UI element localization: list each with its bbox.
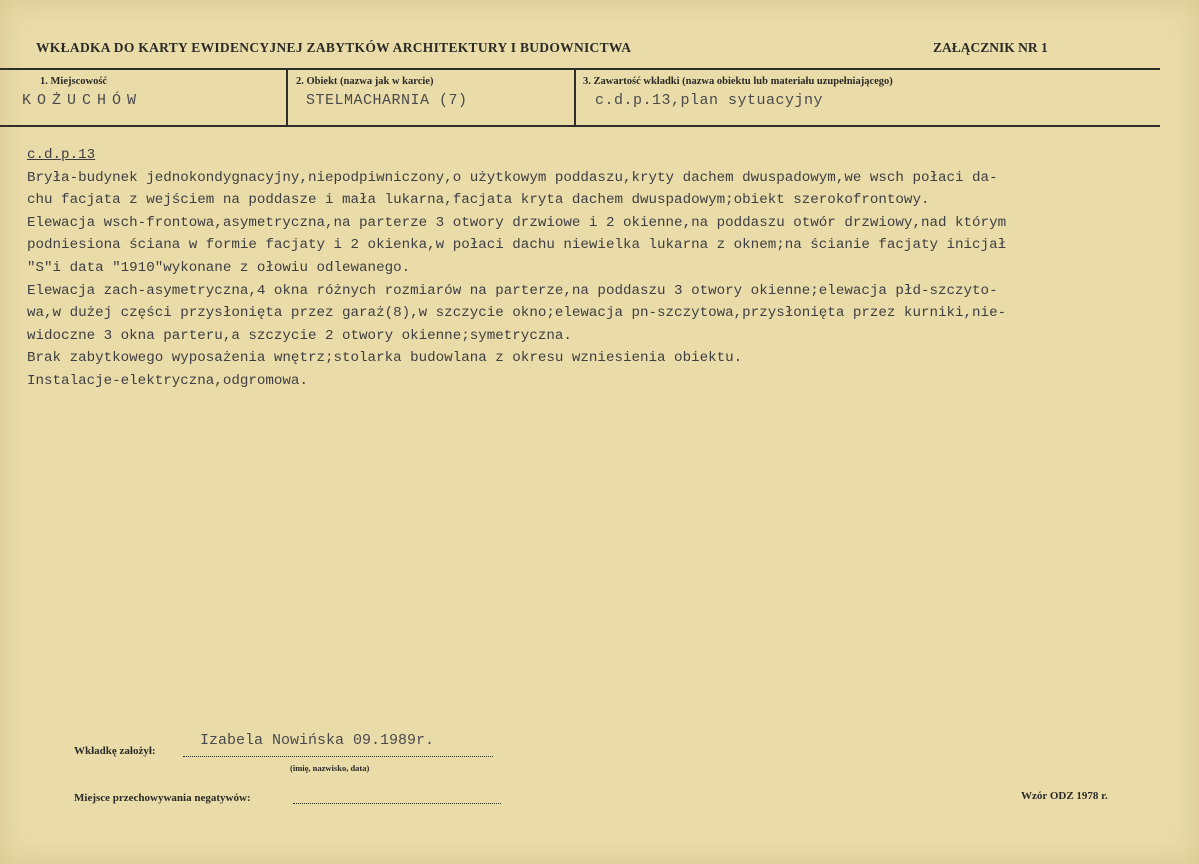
text-line: "S"i data "1910"wykonane z ołowiu odlewanego. [27, 259, 411, 276]
text-line: Elewacja wsch-frontowa,asymetryczna,na parterze 3 otwory drzwiowe i 2 okienne,na poddaszu otwór drzwiowy,nad którym [27, 214, 1007, 231]
founder-label: Wkładkę założył: [74, 745, 156, 757]
text-line: Elewacja zach-asymetryczna,4 okna różnych rozmiarów na parterze,na poddaszu 3 otwory okienne;elewacja płd-szczyto- [27, 282, 998, 299]
field-separator-1 [286, 68, 288, 126]
text-line: Bryła-budynek jednokondygnacyjny,niepodpiwniczony,o użytkowym poddaszu,kryty dachem dwuspadowym,we wsch połaci da- [27, 169, 998, 186]
content-value: c.d.p.13,plan sytuacyjny [595, 92, 824, 109]
location-value: KOŻUCHÓW [22, 92, 143, 109]
negatives-line [293, 803, 501, 804]
text-line: wa,w dużej części przysłonięta przez garaż(8),w szczycie okno;elewacja pn-szczytowa,przysłonięta przez kurniki,nie- [27, 305, 1007, 322]
card-title: WKŁADKA DO KARTY EWIDENCYJNEJ ZABYTKÓW ARCHITEKTURY I BUDOWNICTWA [36, 40, 632, 55]
description-text [27, 144, 1187, 393]
fields-bottom-rule [0, 125, 1160, 127]
field-separator-2 [574, 68, 576, 126]
text-line: podniesiona ściana w formie facjaty i 2 okienka,w połaci dachu niewielka lukarna z oknem;na ścianie facjaty inicjał [27, 237, 1007, 254]
form-code: Wzór ODZ 1978 r. [1021, 790, 1108, 802]
text-line: chu facjata z wejściem na poddasze i mała lukarna,facjata kryta dachem dwuspadowym;obiekt szerokofrontowy. [27, 192, 930, 209]
location-label: 1. Miejscowość [40, 76, 108, 87]
founder-caption: (imię, nazwisko, data) [290, 763, 370, 773]
text-line: Instalacje-elektryczna,odgromowa. [27, 372, 308, 389]
annex-number: ZAŁĄCZNIK NR 1 [933, 40, 1048, 55]
top-rule [0, 68, 1160, 70]
content-label: 3. Zawartość wkładki (nazwa obiektu lub materiału uzupełniającego) [583, 76, 893, 87]
text-line: widoczne 3 okna parteru,a szczycie 2 otwory okienne;symetryczna. [27, 327, 572, 344]
object-value: STELMACHARNIA (7) [306, 92, 468, 109]
founder-line [183, 756, 493, 757]
negatives-label: Miejsce przechowywania negatywów: [74, 792, 251, 804]
text-line: Brak zabytkowego wyposażenia wnętrz;stolarka budowlana z okresu wzniesienia obiektu. [27, 350, 743, 367]
text-line: c.d.p.13 [27, 147, 96, 163]
object-label: 2. Obiekt (nazwa jak w karcie) [296, 76, 434, 87]
founder-value: Izabela Nowińska 09.1989r. [200, 732, 435, 749]
